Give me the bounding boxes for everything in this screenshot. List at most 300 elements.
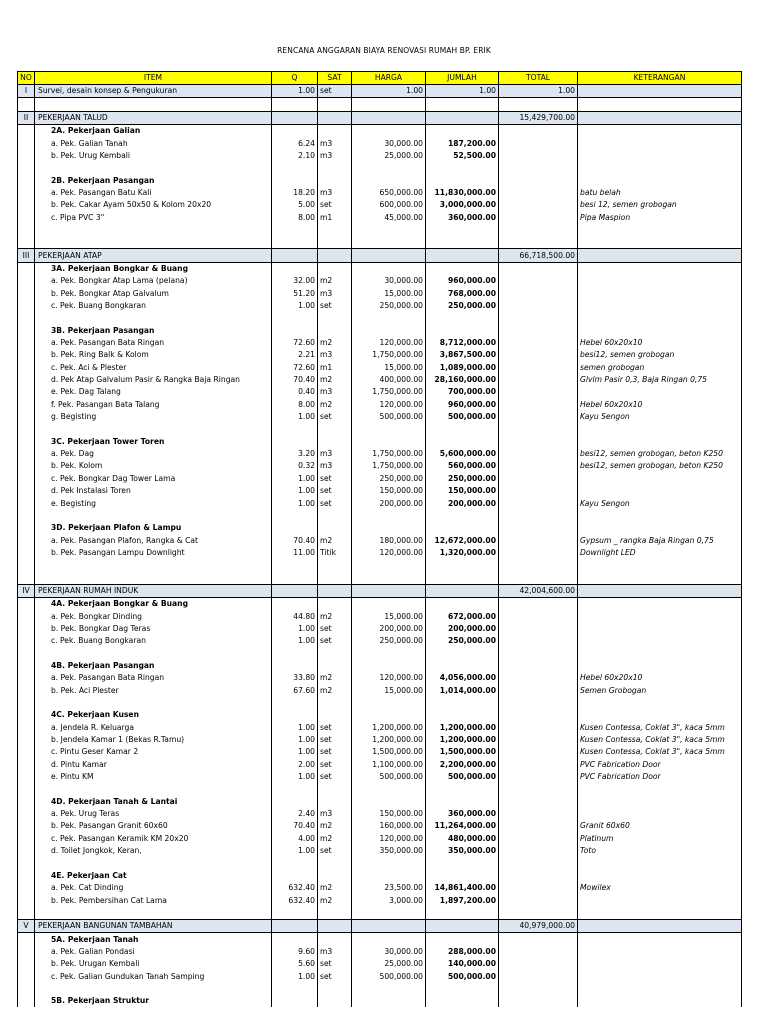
spacer-row [18,697,742,709]
cell-sat [318,249,352,262]
cell-q [272,783,318,795]
cell-q: 1.00 [272,485,318,497]
table-row [18,374,742,386]
cell-sat: set [318,722,352,734]
cell-sat: m3 [318,386,352,398]
cell-keterangan: Kayu Sengon [578,497,742,509]
cell-q: 632.40 [272,882,318,894]
cell-no [18,894,35,906]
cell-no [18,448,35,460]
cell-item: a. Jendela R. Keluarga [35,722,272,734]
cell-keterangan: Hebel 60x20x10 [578,672,742,684]
cell-q: 67.60 [272,685,318,697]
cell-q: 1.00 [272,845,318,857]
cell-total: 42,004,600.00 [499,584,578,597]
cell-total [499,709,578,721]
table-row [18,275,742,287]
cell-jumlah: 1,897,200.00 [426,894,499,906]
section-row [18,111,742,124]
subsection-row [18,870,742,882]
cell-item [35,312,272,324]
cell-no [18,362,35,374]
cell-jumlah: 1,200,000.00 [426,722,499,734]
cell-no [18,211,35,223]
cell-no [18,833,35,845]
cell-item: 4D. Pekerjaan Tanah & Lantai [35,796,272,808]
cell-harga: 23,500.00 [352,882,426,894]
table-row [18,771,742,783]
spacer-row [18,236,742,249]
cell-harga [352,857,426,869]
cell-keterangan [578,125,742,138]
cell-item: 3D. Pekerjaan Plafon & Lampu [35,522,272,534]
cell-total [499,374,578,386]
cell-q [272,162,318,174]
cell-harga [352,249,426,262]
cell-item: a. Pek. Dag [35,448,272,460]
cell-sat: set [318,473,352,485]
cell-harga: 500,000.00 [352,771,426,783]
cell-keterangan: PVC Fabrication Door [578,771,742,783]
cell-sat: m3 [318,137,352,149]
cell-keterangan [578,635,742,647]
cell-sat [318,983,352,995]
cell-total [499,497,578,509]
cell-total: 15,429,700.00 [499,111,578,124]
table-row [18,300,742,312]
cell-harga: 600,000.00 [352,199,426,211]
cell-total [499,236,578,249]
subsection-row [18,660,742,672]
cell-jumlah [426,522,499,534]
cell-jumlah [426,236,499,249]
cell-harga [352,660,426,672]
cell-jumlah: 700,000.00 [426,386,499,398]
cell-jumlah: 500,000.00 [426,411,499,423]
cell-q [272,995,318,1007]
cell-no [18,312,35,324]
subsection-row [18,262,742,275]
section-row [18,584,742,597]
cell-no [18,399,35,411]
cell-harga: 15,000.00 [352,362,426,374]
cell-keterangan: Hebel 60x20x10 [578,337,742,349]
cell-q: 1.00 [272,300,318,312]
cell-jumlah: 480,000.00 [426,833,499,845]
cell-total [499,262,578,275]
spacer-row [18,907,742,920]
table-row [18,187,742,199]
cell-keterangan [578,907,742,920]
cell-jumlah [426,162,499,174]
cell-no [18,783,35,795]
cell-no [18,325,35,337]
cell-no: II [18,111,35,124]
cell-no [18,647,35,659]
cell-total [499,534,578,546]
cell-harga: 15,000.00 [352,288,426,300]
cell-no [18,697,35,709]
cell-item [35,559,272,571]
cell-total [499,894,578,906]
cell-sat: m2 [318,894,352,906]
cell-total [499,174,578,186]
document-title: RENCANA ANGGARAN BIAYA RENOVASI RUMAH BP. ERIK [277,46,491,55]
cell-item: f. Pek. Pasangan Bata Talang [35,399,272,411]
section-row [18,85,742,98]
cell-q [272,709,318,721]
cell-total [499,983,578,995]
cell-sat [318,125,352,138]
spacer-row [18,647,742,659]
cell-harga [352,783,426,795]
cell-no [18,672,35,684]
table-row [18,746,742,758]
cell-harga [352,174,426,186]
cell-q: 70.40 [272,820,318,832]
table-row [18,137,742,149]
table-row [18,473,742,485]
cell-total [499,635,578,647]
cell-total [499,362,578,374]
cell-total [499,300,578,312]
cell-keterangan [578,709,742,721]
cell-jumlah: 350,000.00 [426,845,499,857]
cell-harga [352,236,426,249]
cell-no [18,759,35,771]
cell-item: a. Pek. Urug Teras [35,808,272,820]
cell-sat: m3 [318,946,352,958]
cell-no [18,374,35,386]
cell-jumlah: 5,600,000.00 [426,448,499,460]
cell-keterangan: Mowilex [578,882,742,894]
cell-q [272,522,318,534]
cell-no [18,907,35,920]
cell-q [272,660,318,672]
cell-no [18,349,35,361]
cell-item: b. Pek. Urug Kembali [35,150,272,162]
cell-sat: m3 [318,187,352,199]
cell-total [499,211,578,223]
cell-total [499,162,578,174]
cell-jumlah: 28,160,000.00 [426,374,499,386]
cell-q: 1.00 [272,635,318,647]
subsection-row [18,933,742,946]
cell-no [18,460,35,472]
cell-sat [318,262,352,275]
cell-item: b. Pek. Ring Balk & Kolom [35,349,272,361]
cell-sat: set [318,970,352,982]
cell-total [499,485,578,497]
cell-harga [352,571,426,584]
table-row [18,759,742,771]
cell-harga: 250,000.00 [352,635,426,647]
cell-q: 0.32 [272,460,318,472]
cell-item: c. Pek. Aci & Plester [35,362,272,374]
cell-item: 5B. Pekerjaan Struktur [35,995,272,1007]
cell-keterangan: Kusen Contessa, Coklat 3", kaca 5mm [578,734,742,746]
cell-keterangan [578,697,742,709]
cell-harga [352,423,426,435]
cell-item: 3A. Pekerjaan Bongkar & Buang [35,262,272,275]
cell-jumlah: 3,000,000.00 [426,199,499,211]
table-row [18,672,742,684]
cell-sat [318,98,352,111]
cell-item [35,571,272,584]
cell-jumlah: 250,000.00 [426,473,499,485]
cell-jumlah: 960,000.00 [426,399,499,411]
cell-no [18,187,35,199]
cell-no [18,970,35,982]
cell-total [499,623,578,635]
cell-jumlah [426,907,499,920]
cell-jumlah [426,111,499,124]
cell-keterangan: Platinum [578,833,742,845]
cell-keterangan: Semen Grobogan [578,685,742,697]
cell-item: c. Pek. Buang Bongkaran [35,635,272,647]
cell-q [272,224,318,236]
cell-no [18,660,35,672]
table-row [18,288,742,300]
cell-no [18,262,35,275]
cell-keterangan: Toto [578,845,742,857]
cell-harga: 200,000.00 [352,497,426,509]
cell-keterangan: Pipa Maspion [578,211,742,223]
cell-item: b. Pek. Pembersihan Cat Lama [35,894,272,906]
cell-total [499,783,578,795]
cell-sat: set [318,635,352,647]
col-header-jumlah: JUMLAH [426,72,499,85]
cell-harga: 250,000.00 [352,300,426,312]
cell-jumlah [426,125,499,138]
cell-harga: 3,000.00 [352,894,426,906]
cell-sat: set [318,199,352,211]
cell-sat [318,224,352,236]
spacer-row [18,98,742,111]
cell-no [18,734,35,746]
cell-sat: m2 [318,275,352,287]
cell-q: 72.60 [272,362,318,374]
cell-q [272,111,318,124]
cell-jumlah: 360,000.00 [426,808,499,820]
cell-jumlah [426,870,499,882]
cell-no [18,411,35,423]
cell-total [499,647,578,659]
table-row [18,833,742,845]
cell-q [272,870,318,882]
cell-no: V [18,920,35,933]
cell-total [499,598,578,611]
cell-total [499,845,578,857]
cell-q [272,857,318,869]
cell-q: 1.00 [272,85,318,98]
cell-sat [318,870,352,882]
cell-q [272,98,318,111]
cell-harga [352,162,426,174]
cell-jumlah: 1,014,000.00 [426,685,499,697]
cell-sat [318,584,352,597]
cell-harga: 250,000.00 [352,473,426,485]
cell-item: 3B. Pekerjaan Pasangan [35,325,272,337]
cell-no [18,610,35,622]
cell-total [499,685,578,697]
cell-no [18,547,35,559]
cell-q [272,907,318,920]
cell-no [18,485,35,497]
cell-total [499,946,578,958]
cell-harga: 350,000.00 [352,845,426,857]
cell-no: I [18,85,35,98]
cell-total [499,746,578,758]
cell-jumlah [426,697,499,709]
cell-q: 2.40 [272,808,318,820]
cell-harga [352,325,426,337]
cell-sat: m2 [318,374,352,386]
cell-item: c. Pek. Bongkar Dag Tower Lama [35,473,272,485]
cell-harga: 1,750,000.00 [352,349,426,361]
cell-total: 40,979,000.00 [499,920,578,933]
cell-harga: 15,000.00 [352,610,426,622]
cell-harga: 120,000.00 [352,337,426,349]
cell-item: a. Pek. Galian Pondasi [35,946,272,958]
cell-item: PEKERJAAN RUMAH INDUK [35,584,272,597]
cell-sat: set [318,300,352,312]
table-row [18,399,742,411]
cell-q [272,571,318,584]
cell-no [18,199,35,211]
cell-jumlah [426,436,499,448]
cell-jumlah [426,920,499,933]
cell-item: c. Pek. Buang Bongkaran [35,300,272,312]
cell-no: IV [18,584,35,597]
subsection-row [18,995,742,1007]
cell-jumlah [426,983,499,995]
cell-harga [352,697,426,709]
cell-jumlah [426,423,499,435]
cell-jumlah: 52,500.00 [426,150,499,162]
cell-no [18,857,35,869]
cell-no [18,796,35,808]
cell-harga: 180,000.00 [352,534,426,546]
cell-jumlah: 360,000.00 [426,211,499,223]
cell-total [499,995,578,1007]
cell-sat: m2 [318,882,352,894]
cell-item: b. Jendela Kamar 1 (Bekas R.Tamu) [35,734,272,746]
cell-item [35,423,272,435]
spacer-row [18,571,742,584]
cell-jumlah: 12,672,000.00 [426,534,499,546]
cell-harga [352,995,426,1007]
cell-sat: set [318,771,352,783]
cell-q: 70.40 [272,374,318,386]
cell-item: d. Pek Instalasi Toren [35,485,272,497]
cell-no [18,300,35,312]
cell-item: 4A. Pekerjaan Bongkar & Buang [35,598,272,611]
cell-no [18,808,35,820]
cell-sat: set [318,734,352,746]
cell-jumlah: 140,000.00 [426,958,499,970]
cell-harga: 150,000.00 [352,808,426,820]
cell-q: 51.20 [272,288,318,300]
cell-total [499,349,578,361]
cell-jumlah [426,647,499,659]
cell-no [18,473,35,485]
cell-sat [318,162,352,174]
cell-harga: 120,000.00 [352,547,426,559]
cell-item: 2A. Pekerjaan Galian [35,125,272,138]
cell-keterangan [578,970,742,982]
table-row [18,970,742,982]
cell-keterangan [578,995,742,1007]
cell-sat [318,236,352,249]
spacer-row [18,312,742,324]
cell-sat [318,312,352,324]
cell-q: 8.00 [272,211,318,223]
cell-no [18,386,35,398]
cell-harga: 400,000.00 [352,374,426,386]
subsection-row [18,125,742,138]
cell-total [499,187,578,199]
section-row [18,249,742,262]
table-row [18,497,742,509]
cell-keterangan [578,85,742,98]
cell-jumlah [426,312,499,324]
cell-keterangan [578,857,742,869]
cell-harga [352,510,426,522]
cell-harga: 1,750,000.00 [352,460,426,472]
cell-no [18,635,35,647]
spacer-row [18,224,742,236]
cell-harga [352,125,426,138]
spacer-row [18,423,742,435]
cell-keterangan [578,162,742,174]
cell-keterangan: Glvlm Pasir 0,3, Baja Ringan 0,75 [578,374,742,386]
cell-keterangan: Kayu Sengon [578,411,742,423]
cell-no [18,125,35,138]
cell-item: a. Pek. Bongkar Dinding [35,610,272,622]
cell-q: 32.00 [272,275,318,287]
cell-keterangan [578,958,742,970]
cell-harga [352,522,426,534]
cell-q: 1.00 [272,771,318,783]
cell-q [272,174,318,186]
cell-sat: m2 [318,672,352,684]
cell-total [499,125,578,138]
cell-jumlah: 1.00 [426,85,499,98]
cell-total [499,386,578,398]
section-row [18,920,742,933]
cell-harga: 25,000.00 [352,958,426,970]
cell-item [35,236,272,249]
table-row [18,337,742,349]
cell-no [18,288,35,300]
cell-jumlah: 1,320,000.00 [426,547,499,559]
cell-harga [352,111,426,124]
cell-jumlah [426,262,499,275]
cell-q [272,559,318,571]
cell-jumlah: 288,000.00 [426,946,499,958]
cell-total [499,722,578,734]
cell-total [499,559,578,571]
cell-total [499,411,578,423]
table-body [18,85,742,1008]
cell-q: 1.00 [272,734,318,746]
subsection-row [18,436,742,448]
table-row [18,610,742,622]
cell-jumlah: 150,000.00 [426,485,499,497]
cell-q [272,423,318,435]
cell-q: 9.60 [272,946,318,958]
